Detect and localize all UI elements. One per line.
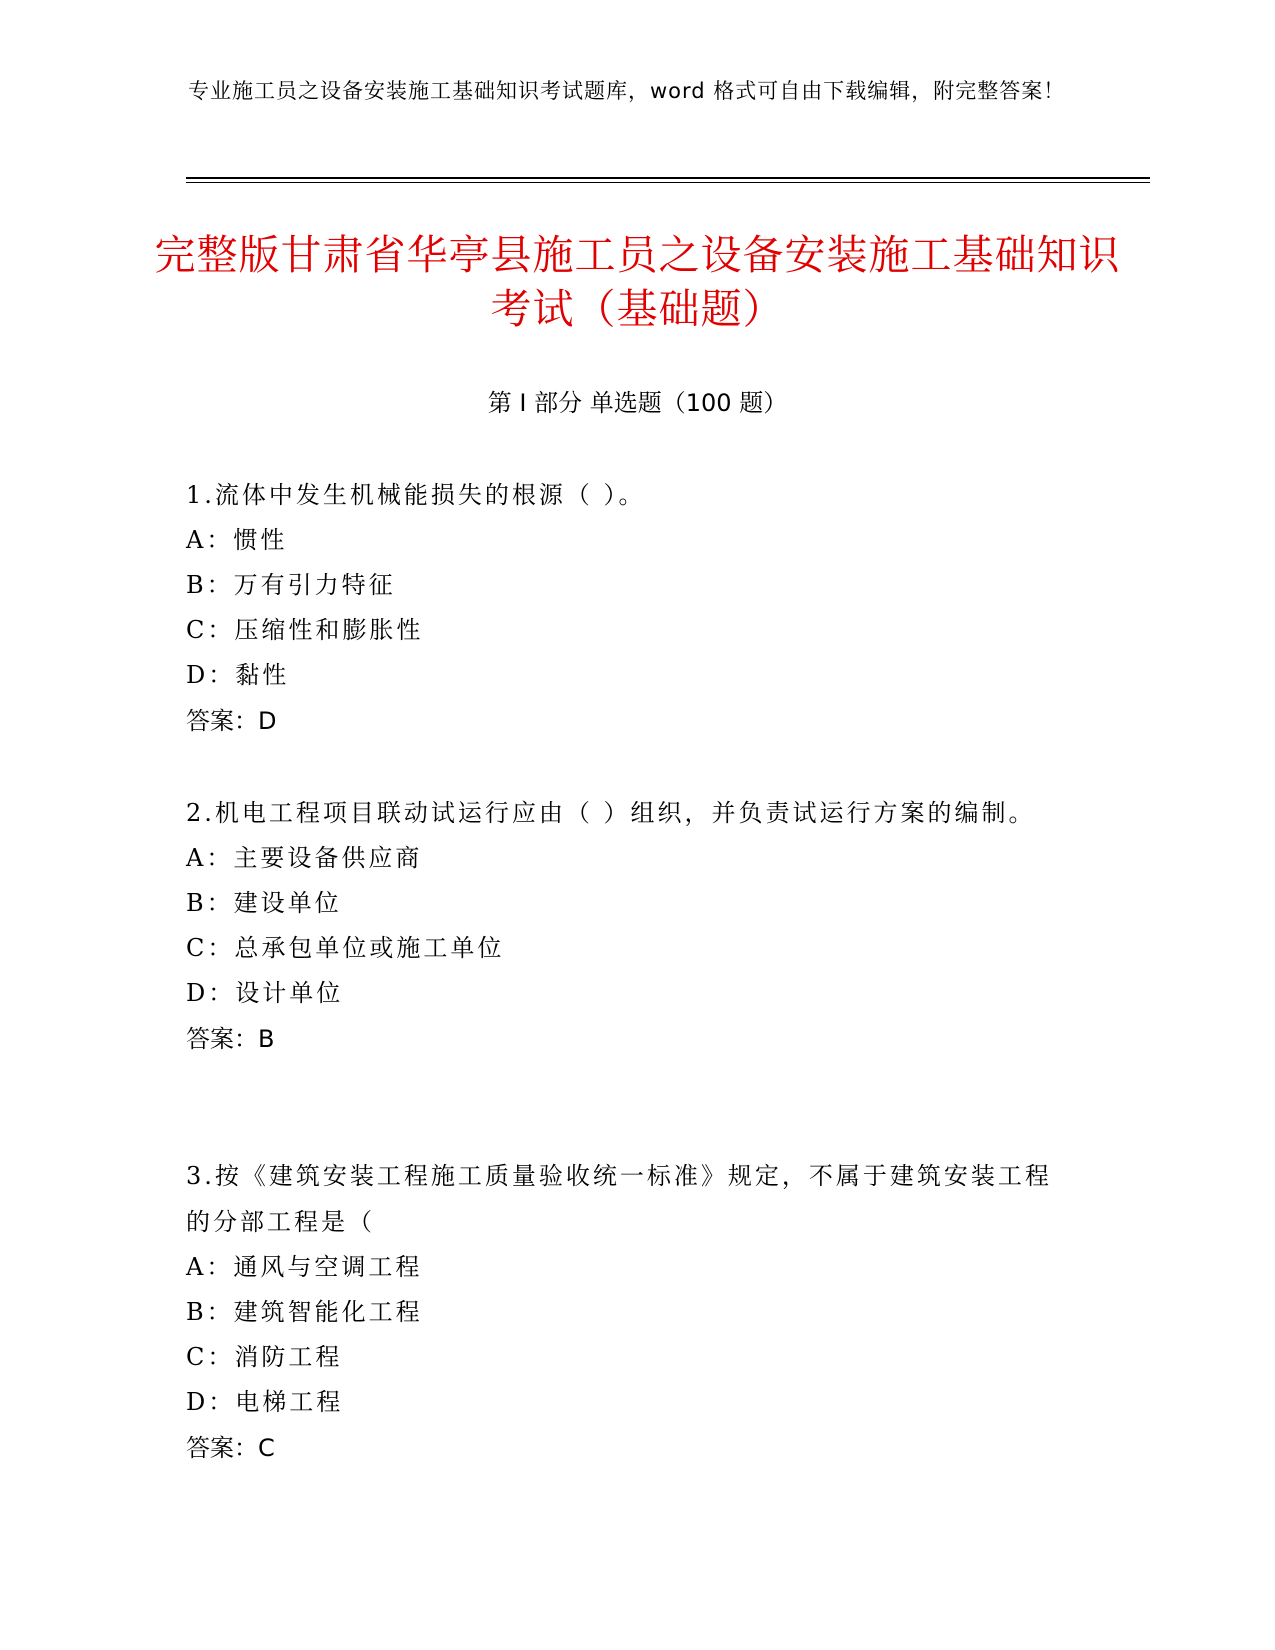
question-1 (186, 472, 1076, 744)
option-d: D：电梯工程 (186, 1388, 344, 1416)
answer: 答案：D (186, 707, 277, 735)
option-b: B：建设单位 (186, 889, 342, 917)
option-c: C：消防工程 (186, 1343, 343, 1371)
header-divider-thin (186, 182, 1150, 183)
answer: 答案：B (186, 1025, 275, 1053)
option-b: B：万有引力特征 (186, 571, 396, 599)
option-c: C：压缩性和膨胀性 (186, 616, 424, 644)
option-d: D：设计单位 (186, 979, 344, 1007)
header-divider-thick (186, 177, 1150, 179)
option-a: A：惯性 (186, 526, 288, 554)
option-a: A：通风与空调工程 (186, 1253, 423, 1281)
section-title: 第 I 部分 单选题（100 题） (487, 389, 788, 417)
question-3 (186, 1153, 1076, 1471)
answer: 答案：C (186, 1434, 275, 1462)
question-stem: 1.流体中发生机械能损失的根源（ ）。 (186, 481, 646, 509)
option-c: C：总承包单位或施工单位 (186, 934, 505, 962)
header-note: 专业施工员之设备安装施工基础知识考试题库，word 格式可自由下载编辑，附完整答案！ (188, 79, 1066, 103)
option-a: A：主要设备供应商 (186, 844, 423, 872)
option-b: B：建筑智能化工程 (186, 1298, 423, 1326)
question-stem: 3.按《建筑安装工程施工质量验收统一标准》规定，不属于建筑安装工程的分部工程是（ (186, 1162, 1052, 1236)
question-2 (186, 790, 1076, 1062)
document-title: 完整版甘肃省华亭县施工员之设备安装施工基础知识考试（基础题） (154, 231, 1121, 333)
question-stem: 2.机电工程项目联动试运行应由（ ）组织，并负责试运行方案的编制。 (186, 799, 1036, 827)
option-d: D：黏性 (186, 661, 290, 689)
